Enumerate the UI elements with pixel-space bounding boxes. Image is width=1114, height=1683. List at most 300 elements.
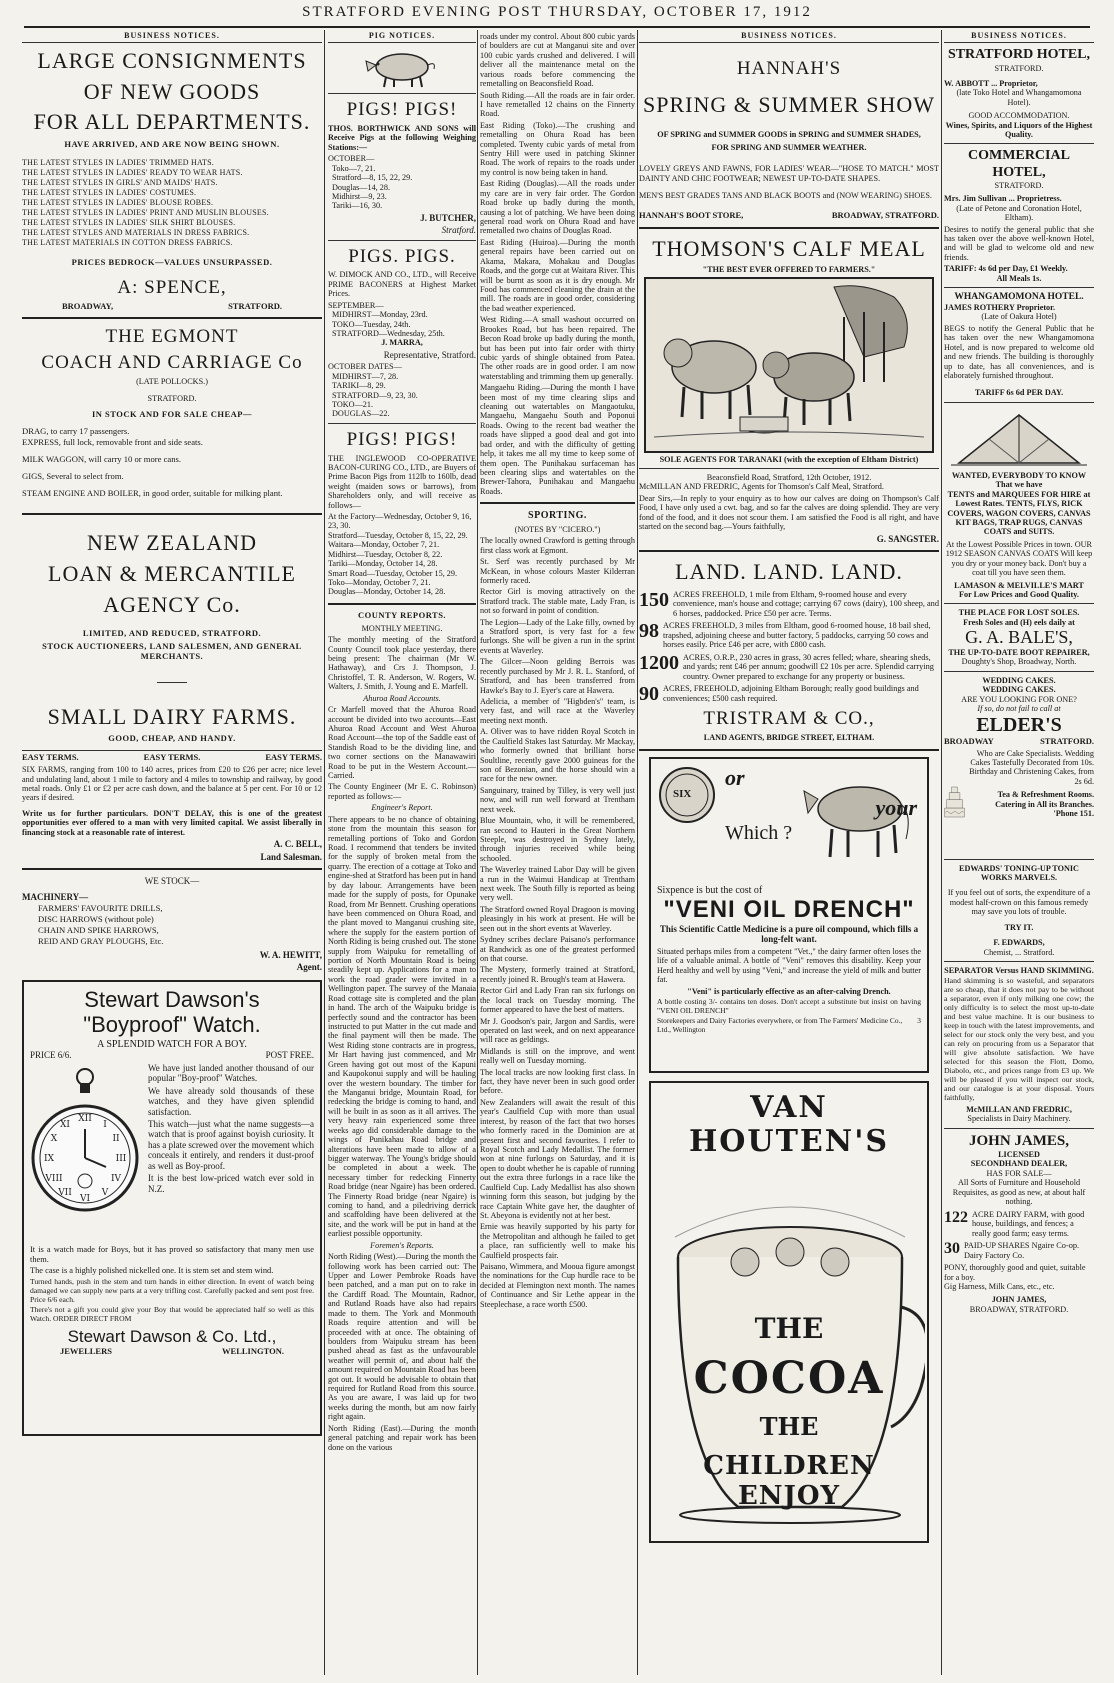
ad-note: (Late of Petone and Coronation Hotel, Eltham). [956, 203, 1082, 223]
ad-item: CHAIN AND SPIKE HARROWS, [38, 925, 159, 936]
ad-headline: SMALL DAIRY FARMS. [47, 703, 297, 729]
section-header: BUSINESS NOTICES. [639, 30, 939, 43]
divider [480, 502, 635, 504]
ad-note: (late Toko Hotel and Whangamomona Hotel). [956, 88, 1082, 107]
divider [22, 513, 322, 515]
ad-footer [657, 1017, 921, 1034]
ad-item: MILK WAGGON, will carry 10 or more cans. [22, 453, 182, 464]
ad-headline: LAND. LAND. LAND. [675, 558, 903, 584]
ad-subhead: OF SPRING and SUMMER GOODS in SPRING and SUMMER SHADES, [657, 129, 921, 139]
article-paragraph: Adelicia, a member of "Higbden's" team, is very fast, and will race at the Waverley meeting next month. [480, 697, 635, 725]
ad-headline: WEDDING CAKES. [982, 675, 1056, 685]
ad-store: HANNAH'S BOOT STORE, [639, 209, 744, 220]
column-rule [941, 30, 942, 1675]
calves-illustration [644, 277, 934, 453]
ad-address [639, 211, 939, 221]
ad-address-right: STRATFORD. [228, 300, 282, 311]
ad-body: Write us for further particulars. DON'T DELAY, this is one of the greatest opportunities ever offered to a man with very limited capital. We assist liberally in financing stock at a reasonable rate of interest. [22, 808, 322, 837]
terms-row [22, 750, 322, 763]
county-report-continued [480, 32, 635, 496]
hewitt-ad [22, 876, 322, 972]
svg-text:XI: XI [60, 1119, 70, 1130]
article-paragraph: Ernie was heavily supported by his party for the Metropolitan and although he failed to get a place, ran sufficiently well to make his Caulfield prospects fair. [480, 1222, 635, 1260]
divider [944, 143, 1094, 144]
land-description: ACRES, FREEHOLD, adjoining Eltham Borough; really good buildings and conveniences; £500 cash required. [663, 684, 919, 703]
sporting-article [480, 510, 635, 1309]
ad-proprietor: Mrs. Jim Sullivan ... Proprietress. [944, 194, 1062, 204]
column-5 [944, 30, 1094, 1675]
date-list [328, 310, 476, 338]
elders-ad [944, 676, 1094, 855]
ad-item-list [22, 426, 322, 500]
ad-body: MEN'S BEST GRADES TANS AND BLACK BOOTS and (NOW WEARING) SHOES. [639, 191, 932, 201]
article-paragraph: Blue Mountain, who, it will be remembered, ran second to Hauteri in the Great Northern Steeple, was destroyed in Sydney lately, through injuries received while being schooled. [480, 816, 635, 863]
ad-subhead: If so, do not fail to call at [977, 704, 1061, 714]
ad-body: The case is a highly polished nickelled one. It is stem set and stem wind. [30, 1266, 274, 1276]
terms: EASY TERMS. [22, 752, 79, 763]
ad-body: W. DIMOCK AND CO., LTD., will Receive PRIME BACONERS at Highest Market Prices. [328, 270, 476, 299]
ad-subhead: STOCK AUCTIONEERS, LAND SALESMEN, AND GENERAL MERCHANTS. [42, 641, 302, 661]
ad-body: Desires to notify the general public that she has taken over the above well-known Hotel, and will be glad to welcome old and new friends. [944, 224, 1094, 262]
article-paragraph: Sydney scribes declare Paisano's performance at Randwick as one of the greatest performed on that course. [480, 935, 635, 963]
ad-month: OCTOBER— [328, 154, 375, 164]
ad-subhead: Specialists in Dairy Machinery. [967, 1114, 1071, 1124]
date-item: TOKO—21. [332, 399, 374, 409]
column-2 [328, 30, 476, 1675]
ad-headline: WEDDING CAKES. [982, 685, 1056, 695]
article-paragraph: South Riding.—All the roads are in fair order. I have remetalled 12 chains on the Finnerty Road. [480, 90, 635, 119]
veni-ad [649, 757, 929, 1073]
divider [944, 287, 1094, 288]
ad-line: THE LATEST STYLES IN LADIES' TRIMMED HATS. [22, 157, 214, 167]
svg-text:I: I [103, 1119, 107, 1130]
ad-headline: PIGS. PIGS. [348, 245, 456, 267]
ad-line: THE LATEST STYLES AND MATERIALS IN DRESS FABRICS. [22, 227, 250, 237]
ad-subhead: MACHINERY— [22, 892, 89, 903]
wedding-cake-icon [944, 749, 965, 855]
article-subhead: MONTHLY MEETING. [361, 623, 443, 633]
ad-headline: Stewart Dawson's [84, 987, 260, 1013]
article-paragraph: There appears to be no chance of obtaining stone from the mountain this season for remetalling portions of Toko and Gordon Road. I recommend that tenders be invited for the supply of broken metal from the quarry. The erection of a cottage at Toko and engine-shed at Stratford has been put in hand by day labour. Arrangements have been made for the supply of posts, for Opunake Road, from Mr Bennett. Crushing operations have been commenced on Ohura Road, and the plant moved to Manganui crushing site, where the supply for the eastern portion of North Riding is being crushed out. The stone supply from Waipuku for remetalling of portion of North Mountain Road is being steadily kept up. Applications for a man to work the road grader were invited in a Wellington paper. The survey of the Manaia Road cottage site is completed and the plan in hand. The arch of the Waipuku bridge is perfectly sound and the contractor has been instructed to put Matter in the cut made and the final payment will then be made. The West Riding stone contracts are in progress, Mr Hart having just commenced, and Mr Green having got out most of the Kapuni and Kaupokonui supply and will be hauling over the western boundary. The timber for the Manganui bridge, Mountain Road, for redecking the bridge is coming to hand, and will be built in as soon as it all arrives. The very heavy rain experienced some three weeks ago did considerable damage to the wings of Punikahau Road bridge and alterations have been made to allow of a bigger waterway. The Young's bridge should be completed in about a week. The necessary timber for redecking Finnerty Road bridge (near Ngaire) has been ordered. The Finnerty Road bridge (near Ngaire) is coming to hand, and a piledriving derrick and scaffolding have been delivered at the site, and the work will be put in hand at the earliest possible opportunity. [328, 814, 476, 1239]
letter-signature: G. SANGSTER. [876, 533, 939, 544]
divider [639, 227, 939, 229]
divider [22, 868, 322, 870]
ad-stockists: Storekeepers and Dairy Factories everywhere, or from The Farmers' Medicine Co., Ltd., Wellington [657, 1016, 903, 1034]
ad-item-list [22, 903, 322, 948]
ad-item: REID AND GRAY PLOUGHS, Etc. [38, 936, 164, 947]
ad-line: THE LATEST MATERIALS IN COTTON DRESS FABRICS. [22, 237, 233, 247]
ad-line-list [22, 158, 322, 248]
ad-subhead: "THE BEST EVER OFFERED TO FARMERS." [702, 265, 876, 275]
ad-body: We have already sold thousands of these watches, and they have given splendid satisfaction. [148, 1085, 314, 1117]
pig-icon [362, 47, 442, 89]
ad-subhead: ARE YOU LOOKING FOR ONE? [961, 694, 1077, 704]
ad-subhead: "Veni" is particularly effective as an after-calving Drench. [687, 986, 891, 996]
egmont-ad [22, 325, 322, 499]
article-paragraph: East Riding (Huiroa).—During the month general repairs have been carried out on Akama, Makara, Mohakau and Douglas Roads, and the gorge cut at Waitara River. This will be burnt as soon as it is dry enough. Mr Food has commenced cleaning the drain at the mill. The roads are in good order, considering the bad weather experienced. [480, 237, 635, 313]
article-paragraph: East Riding (Toko).—The crushing and remetalling on Ohura Road has been completed. Twenty cubic yards of metal from Sentry Hill were used in patching Skinner Road. The work of repairs to the roads under my control is now being taken in hand. [480, 120, 635, 177]
ad-subhead: LAND AGENTS, BRIDGE STREET, ELTHAM. [703, 733, 875, 743]
ad-proprietor: W. ABBOTT ... Proprietor, [944, 78, 1038, 88]
ad-subhead: For Low Prices and Good Quality. [959, 589, 1079, 599]
date-item: TARIKI—8, 29. [332, 381, 386, 391]
date-item: DOUGLAS—22. [332, 409, 390, 419]
nzloan-ad [22, 529, 322, 661]
ad-subhead: THE UP-TO-DATE BOOT REPAIRER, [948, 648, 1090, 658]
ad-subhead: TRY IT. [1004, 922, 1034, 932]
veni-header [657, 765, 921, 885]
land-listing [639, 653, 939, 682]
edwards-ad [944, 864, 1094, 957]
ad-headline: COACH AND CARRIAGE Co [41, 352, 303, 374]
ad-address-right: WELLINGTON. [222, 1345, 284, 1356]
ad-headline: STRATFORD HOTEL, [947, 47, 1091, 63]
ad-body: All Sorts of Furniture and Household Requisites, as good as new, at about half nothing. [952, 1178, 1086, 1207]
divider [639, 749, 939, 751]
column-rule [477, 30, 478, 1675]
ad-headline: FOR ALL DEPARTMENTS. [33, 109, 311, 135]
land-description: ACRES FREEHOLD, 3 miles from Eltham, good 6-roomed house, 18 bail shed, trapshed, adjoining cheese and butter factory, 5 paddocks, carrying 50 cows and horses easily. Price £46 per acre, with £800 cash. [663, 621, 931, 650]
inglewood-ad [328, 428, 476, 597]
date-item: Waitara—Monday, October 7, 21. [328, 540, 440, 550]
ad-signature: J. BUTCHER, [420, 212, 476, 223]
article-paragraph: The County Engineer (Mr E. C. Robinson) reported as follows:— [328, 782, 476, 801]
ad-signature: W. A. HEWITT, [259, 949, 322, 960]
whangamomona-hotel-ad [944, 292, 1094, 398]
ad-item: DRAG, to carry 17 passengers. [22, 425, 130, 436]
ad-subhead: Fresh Soles and (H) eels daily at [963, 617, 1075, 627]
ad-role: Chemist, ... Stratford. [983, 947, 1055, 957]
veni-sixpence: Sixpence is but the cost of [657, 884, 763, 896]
veni-question [725, 765, 792, 846]
column-3 [480, 30, 635, 1675]
land-listing [639, 590, 939, 619]
dawson-ad [22, 980, 322, 1436]
ad-headline: LARGE CONSIGNMENTS [37, 48, 307, 74]
ad-body: SIX FARMS, ranging from 100 to 140 acres, prices from £20 to £26 per acre; nice level and undulating land, about 1 mile to factory and 4 miles to township and railway, by good metal roads. Only £1 or £2 per acre cash down, and the balance at 5 per cent. For 10 or 12 years if desired. [22, 765, 322, 803]
date-item: STRATFORD—Wednesday, 25th. [332, 328, 445, 338]
dairy-ad [22, 703, 322, 862]
ad-signature-role: Stratford. [441, 225, 476, 236]
ad-subhead: HAS FOR SALE— [986, 1168, 1052, 1178]
ad-firm-name: ELDER'S [976, 713, 1062, 736]
divider [944, 1128, 1094, 1129]
svg-text:IX: IX [44, 1153, 54, 1164]
date-item: Toko—Monday, October 7, 21. [328, 578, 431, 588]
letter-recipient: McMILLAN AND FREDRIC, Agents for Thomson's Calf Meal, Stratford. [639, 482, 884, 492]
column-rule [637, 30, 638, 1675]
article-headline: SPORTING. [528, 510, 587, 522]
ad-meals: All Meals 1s. [996, 273, 1042, 283]
ad-body: THE INGLEWOOD CO-OPERATIVE BACON-CURING CO., LTD., are Buyers of Prime Bacon Pigs from 112lb to 160lb, dead weight (maiden sows or barrows), from Shareholders only, and will receive as follows— [328, 453, 476, 510]
article-paragraph: roads under my control. About 800 cubic yards of boulders are cut at Manganui site and over 100 cubic yards crushed and delivered. I will deliver all the maintenance metal on the various roads before commencing the remetalling on Beaconsfield Road. [480, 32, 635, 89]
terms: EASY TERMS. [265, 752, 322, 763]
cocoa-the: THE [754, 1311, 824, 1345]
divider [639, 550, 939, 552]
veni-or: or [725, 764, 745, 790]
listing-description: PAID-UP SHARES Ngaire Co-op. Dairy Factory Co. [964, 1241, 1080, 1260]
ad-subhead: WE STOCK— [144, 875, 200, 886]
james-listing [944, 1210, 1094, 1239]
ad-post: POST FREE. [265, 1050, 314, 1061]
ad-headline: OF NEW GOODS [83, 78, 261, 104]
divider [944, 402, 1094, 403]
ad-firm-name: TRISTRAM & CO., [703, 708, 875, 730]
ad-address-right: STRATFORD. [1040, 735, 1094, 746]
article-paragraph: Mangaehu Riding.—During the month I have been most of my time clearing slips and cleaning out watertables on Mangaotuku, Mangaehu, Mangaehu South and Poponui Roads. Owing to the recent bad weather the roads have slipped a good deal and got into bad order, and with the difficulty of getting help, it takes me all my time to keep some of them open. The Punihakau surfaceman has been clearing slips and watertables on the Brewer-Tahora, Punihakau and Mangaehu Roads. [480, 383, 635, 496]
ad-body: Who are Cake Specialists. Wedding Cakes Tastefully Decorated from 10s. Birthday and Christening Cakes, from 2s 6d. [969, 748, 1094, 786]
ad-subhead: GOOD ACCOMMODATION. [968, 111, 1070, 121]
ad-item: DISC HARROWS (without pole) [38, 913, 154, 924]
ad-body: Hand skimming is so wasteful, and separators are so cheap, that it does not pay to be without a separator, even if only milking one cow; the only difficulty is to select the most up-to-date and best value machine. It is our business to keep in touch with the latest improvements, and select for our stock only the very best, and you can rely on procuring from us a Separator that will give absolute satisfaction. We have selected for this season the Flott, Domo, Diabolo, etc., and prices range from £3 up. We will be pleased if you will inspect our stock, and our catalogue is at your disposal. Yours faithfully, [944, 976, 1094, 1102]
ad-subhead: This Scientific Cattle Medicine is a pure oil compound, which fills a long-felt want. [659, 923, 919, 945]
article-subhead: Engineer's Report. [371, 803, 433, 813]
divider [944, 859, 1094, 860]
ad-line: THE LATEST STYLES IN LADIES' READY TO WEAR HATS. [22, 167, 243, 177]
date-item: MIDHIRST—Monday, 23rd. [332, 310, 428, 320]
ad-signature: A. C. BELL, [273, 839, 322, 850]
ad-item: GIGS, Several to select from. [22, 471, 124, 482]
coin-label: SIX [673, 787, 692, 800]
lamason-ad [944, 471, 1094, 599]
ad-address: Doughty's Shop, Broadway, North. [961, 657, 1077, 667]
article-paragraph: Sanguinary, trained by Tilley, is very well just now, and will run well forward at Trentham next week. [480, 785, 635, 814]
date-list [328, 164, 476, 211]
date-item: Stratford—8, 15, 22, 29. [332, 173, 413, 183]
ad-subhead: That we have [995, 480, 1043, 490]
ad-address [30, 1347, 314, 1357]
john-james-ad [944, 1133, 1094, 1315]
svg-text:VIII: VIII [45, 1173, 63, 1184]
ad-body: Situated perhaps miles from a competent "Vet.," the dairy farmer often loses the life of a valuable animal. A bottle of "Veni" removes this disability. Keep your Herd healthy and well by using "Veni," and increase the yield of milk and butter fat. [657, 946, 921, 985]
ad-line: THE LATEST STYLES IN LADIES' PRINT AND MUSLIN BLOUSES. [22, 207, 269, 217]
article-headline: COUNTY REPORTS. [357, 609, 447, 620]
article-paragraph: St. Serf was recently purchased by Mr McKean, in whose colours Master Kilderran formerly raced. [480, 557, 635, 585]
article-paragraph: East Riding (Douglas).—All the roads under my care are in very fair order. The Gordon Road broke up badly during the month, causing a lot of patching. We have been doing general road work on Ohura Road and have remetalled two chains of Douglas Road. [480, 179, 635, 236]
ad-body: Turned hands, push in the stem and turn hands in either direction. In event of watch being damaged we can supply new parts at a very trifling cost. Carefully packed and sent post free. Price 6/6 each. [30, 1277, 314, 1304]
ad-headline: HANNAH'S [736, 58, 842, 80]
article-paragraph: New Zealanders will await the result of this year's Caulfield Cup with more than usual interest, by reason of the fact that two horses who formerly raced in the Dominion are at present first and second favourites. I refer to Royal Scotch and Lady Medallist. The former won at nine furlongs on Saturday, and it is open to doubt whether he is capable of running out the extra three furlongs in a race like the Caulfield Cup. Lady Medallist has also shown winning form this season, but judging by the race Captain White gave her, the daughter of St. Abeyona is evidently not at her best. [480, 1097, 635, 1220]
divider [328, 240, 476, 241]
date-item: Midhirst—Tuesday, October 8, 22. [328, 549, 443, 559]
letter-address: Beaconsfield Road, Stratford, 12th October, 1912. [706, 473, 872, 483]
land-acres: 90 [639, 683, 659, 706]
date-item: MIDHIRST—7, 28. [332, 371, 399, 381]
ad-town: STRATFORD. [994, 63, 1044, 73]
article-paragraph: The monthly meeting of the Stratford County Council took place yesterday, there being present: The chairman (Mr W. Hathaway), and Crs J. Thompson, J. Christoffel, T. R. Anderson, W. Rogers, W. Walters, J. Smith, J. Young and E. Marfell. [328, 635, 476, 692]
section-header: BUSINESS NOTICES. [22, 30, 322, 43]
ad-town: STRATFORD. [994, 180, 1044, 190]
commercial-hotel-ad [944, 148, 1094, 283]
ad-subhead: A SPLENDID WATCH FOR A BOY. [97, 1038, 247, 1050]
date-item: TOKO—Tuesday, 24th. [332, 319, 411, 329]
ad-item: EXPRESS, full lock, removable front and side seats. [22, 436, 203, 447]
cocoa-the-2: THE [759, 1411, 819, 1441]
svg-text:II: II [112, 1133, 120, 1144]
divider [639, 468, 939, 469]
column-1 [22, 30, 322, 1675]
ad-body: This watch—just what the name suggests—a watch that is proof against boyish curiosity. It has a plate screwed over the movement which conceals it entirely, and renders it dust-proof as well as Boy-proof. [148, 1118, 314, 1171]
article-paragraph: The Waverley trained Labor Day will be given a run in the Waimui Handicap at Trentham next week. The South filly is reported as being very well. [480, 865, 635, 903]
date-item: Stratford—Tuesday, October 8, 15, 22, 29. [328, 530, 468, 540]
svg-text:IV: IV [110, 1173, 122, 1184]
ad-address-left: BROADWAY, [62, 300, 114, 311]
ad-headline: SPRING & SUMMER SHOW [643, 92, 935, 118]
land-ad [639, 558, 939, 743]
ad-subhead: LICENSED [998, 1150, 1040, 1160]
ad-subhead: FOR SPRING AND SUMMER WEATHER. [711, 143, 867, 153]
article-paragraph: North Riding (West).—During the month the following work has been carried out: The Upper and Lower Pembroke Roads have been patched, and a man put on to rake in the Cardiff Road. The Mountain, Radnor, and Rutland Roads have also had repairs made to them. The York and Monmouth Roads require attention and will be proceeded with at once. The obtaining of boulders from Waipuku stream has been pushed ahead as fast as the unfavourable weather will permit of, and about half the amount required on Mountain Road has been got out. It would be advisable to obtain that required for Rutland Road from this source. As you are aware, I was laid up for two weeks during the month, but am now fairly right again. [328, 1252, 476, 1422]
svg-text:VII: VII [58, 1187, 72, 1198]
article-paragraph: Paisano, Wimmera, and Mooua figure amongst the nominations for the Cup hurdle race to be decided at Flemington next month. The names of Continuance and Sir Lethe appear in the Steeplechase, a race worth £500. [480, 1262, 635, 1309]
ad-body: We have just landed another thousand of our popular "Boy-proof" Watches. [148, 1062, 314, 1084]
ad-headline: LOAN & MERCANTILE [48, 561, 296, 587]
cocoa-word: COCOA [693, 1352, 885, 1404]
article-paragraph: Rector Girl is moving attractively on the Stratford track. The stable mate, Lady Fran, is not so forward in point of condition. [480, 587, 635, 616]
ad-firm-name: Stewart Dawson & Co. Ltd., [67, 1327, 277, 1347]
article-paragraph: West Riding.—A small washout occurred on Brookes Road, but has been repaired. The Becon Road broke up badly during the month, but has been put into fair order with thirty cubic yards of shingle obtained from Patea. The other roads are in good order. I am now waterstabling and trimming them up generally. [480, 315, 635, 381]
ad-address-left: JEWELLERS [60, 1345, 112, 1356]
ad-address: BROADWAY, STRATFORD. [969, 1304, 1069, 1314]
ad-prices: PRICES BEDROCK—VALUES UNSURPASSED. [71, 256, 273, 267]
county-report-article [328, 611, 476, 1452]
section-header: PIG NOTICES. [328, 30, 476, 43]
ad-headline: SEPARATOR Versus HAND SKIMMING. [944, 966, 1094, 976]
divider [328, 423, 476, 424]
date-item: STRATFORD—9, 23, 30. [332, 390, 418, 400]
ad-body: TENTS and MARQUEES FOR HIRE at Lowest Rates. TENTS, FLYS, RICK COVERS, WAGON COVERS, CANVAS KIT BAGS, TRAP RUGS, CANVAS COATS and SUITS. [947, 489, 1091, 537]
elders-body [944, 749, 1094, 855]
article-paragraph: Mr J. Goodson's pair, Jargon and Sardis, were operated on last week, and on next appearance will race as geldings. [480, 1016, 635, 1045]
ad-line: THE LATEST STYLES IN LADIES' COSTUMES. [22, 187, 197, 197]
ad-line: THE LATEST STYLES IN GIRLS' AND MAIDS' HATS. [22, 177, 218, 187]
cocoa-brand: VAN HOUTEN'S [688, 1089, 890, 1160]
ad-month: OCTOBER DATES— [328, 362, 402, 372]
ad-tariff: TARIFF 6s 6d PER DAY. [974, 388, 1064, 398]
land-acres: 98 [639, 620, 659, 643]
land-acres: 1200 [639, 651, 679, 674]
ad-address [944, 737, 1094, 747]
terms: EASY TERMS. [143, 752, 201, 763]
masthead: STRATFORD EVENING POST THURSDAY, OCTOBER 17, 1912 [24, 4, 1090, 28]
article-subhead: (NOTES BY "CICERO.") [514, 524, 601, 534]
ad-body: BEGS to notify the General Public that he has taken over the new Whangamomona Hotel, and is now prepared to welcome old and new friends. The building is thoroughly up to date, has all conveniences, and is elaborately furnished throughout. [944, 323, 1094, 381]
stratford-hotel-ad [944, 47, 1094, 139]
ad-firm-name: G. A. BALE'S, [965, 627, 1073, 648]
hannah-ad [639, 57, 939, 220]
article-paragraph: A. Oliver was to have ridden Royal Scotch in the Caulfield Stakes last Saturday. Mr Mackay, who formerly owned that brilliant horse Soultline, recently gave 2000 guineas for the son of Bezonian, and the horse should win a race for the new owner. [480, 727, 635, 784]
date-item: At the Factory—Wednesday, October 9, 16, 23, 30. [328, 512, 472, 531]
letter-body: Dear Sirs,—In reply to your enquiry as to how our calves are doing on Thompson's Calf Food, I have only used a cwt. bag, and so far the calves are doing splendid. They are very fond of the food, and it does not scour them. I am satisfied the Food is all right, and have started on the second bag.—Yours faithfully, [639, 493, 939, 532]
ad-note: (Late of Oakura Hotel) [981, 312, 1057, 322]
ad-firm-name: McMILLAN AND FREDRIC, [966, 1104, 1072, 1114]
ad-address [22, 302, 322, 312]
ad-body: A bottle costing 3/- contains ten doses. Don't accept a substitute but insist on having "VENI OIL DRENCH" [657, 996, 921, 1015]
land-listing [639, 684, 939, 704]
pocket-watch-icon [30, 1063, 140, 1243]
ad-headline: "Boyproof" Watch. [83, 1011, 261, 1037]
ad-subhead: SECONDHAND DEALER, [970, 1159, 1068, 1169]
elders-description [965, 749, 1094, 855]
ad-body: THOS. BORTHWICK AND SONS will Receive Pigs at the following Weighing Stations:— [328, 124, 476, 152]
spence-ad [22, 47, 322, 311]
date-item: Toko—7, 21. [332, 163, 376, 173]
ad-body: It is the best low-priced watch ever sold in N.Z. [148, 1173, 314, 1194]
land-listing [639, 621, 939, 650]
ad-signature-role: Representative, Stratford. [383, 349, 476, 360]
article-paragraph: The Legion—Lady of the Lake filly, owned by a Stratford sport, is very fast for a few furlongs. She will be given a run in the sprint events at Waverley. [480, 617, 635, 655]
borthwick-ad [328, 98, 476, 235]
veni-your: your [875, 794, 917, 820]
ad-body: LOVELY GREYS AND FAWNS, FOR LADIES' WEAR—"HOSE TO MATCH." MOST DAINTY AND CHIC FOOTWEAR; NEWEST UP-TO-DATE SHAPES. [639, 164, 939, 183]
article-paragraph: The local tracks are now looking first class. In fact, they have never been in such good order before. [480, 1067, 635, 1096]
veni-product-name: "VENI OIL DRENCH" [663, 896, 915, 924]
ad-line: THE LATEST STYLES IN LADIES' BLOUSE ROBES. [22, 197, 214, 207]
ad-headline: EDWARDS' TONING-UP TONIC [959, 863, 1079, 873]
ad-proprietor: JAMES ROTHERY Proprietor. [944, 303, 1056, 313]
svg-text:V: V [101, 1187, 109, 1198]
ad-month: SEPTEMBER— [328, 300, 384, 310]
ad-headline: NEW ZEALAND [86, 530, 258, 556]
price-row [30, 1050, 314, 1060]
ad-headline: THOMSON'S CALF MEAL [652, 235, 926, 261]
ad-body: If you feel out of sorts, the expenditure of a modest half-crown on this famous remedy may save you lots of trouble. [947, 888, 1091, 917]
ad-headline: JOHN JAMES, [968, 1132, 1069, 1149]
ad-firm-name: A: SPENCE, [117, 276, 227, 298]
dimock-ad [328, 245, 476, 419]
ad-address-left: BROADWAY [944, 735, 994, 746]
ad-subhead: GOOD, CHEAP, AND HANDY. [108, 733, 236, 744]
divider [328, 603, 476, 605]
ad-headline: THE EGMONT [105, 326, 239, 348]
bales-ad [944, 608, 1094, 667]
ad-body: Tea & Refreshment Rooms. Catering in All its Branches. 'Phone 151. [995, 790, 1094, 819]
ad-firm-name: LAMASON & MELVILLE'S MART [954, 580, 1084, 590]
ad-signature-role: Agent. [296, 961, 322, 972]
ad-headline: PIGS! PIGS! [346, 99, 458, 121]
article-paragraph: The Mystery, formerly trained at Stratford, recently joined R. Brough's team at Hawera. [480, 965, 635, 984]
ad-tariff: TARIFF: 4s 6d per Day, £1 Weekly. [944, 264, 1068, 274]
ad-line: THE LATEST STYLES IN LADIES' SILK SHIRT BLOUSES. [22, 217, 236, 227]
tent-icon [949, 407, 1089, 469]
article-paragraph: Midlands is still on the improve, and went really well on Tuesday morning. [480, 1046, 635, 1066]
ad-body: Gig Harness, Milk Cans, etc., etc. [944, 1282, 1055, 1292]
ad-town: STRATFORD. [147, 394, 197, 404]
ad-subhead: LIMITED, AND REDUCED, STRATFORD. [82, 628, 262, 639]
divider [157, 682, 187, 683]
cocoa-ad [649, 1081, 929, 1543]
divider [944, 961, 1094, 962]
article-subhead: Ahuroa Road Accounts. [363, 693, 441, 703]
ad-headline: COMMERCIAL HOTEL, [968, 148, 1070, 180]
ad-body: At the Lowest Possible Prices in town. OUR 1912 SEASON CANVAS COATS Will keep you dry or your money back. Don't buy a coat till you have seen them. [945, 539, 1093, 578]
date-list [328, 512, 476, 597]
thomson-ad [639, 235, 939, 544]
date-list [328, 372, 476, 419]
ad-note: (LATE POLLOCKS.) [136, 376, 208, 386]
ad-body: PONY, thoroughly good and quiet, suitable for a boy. [944, 1263, 1086, 1282]
ad-headline: THE PLACE FOR LOST SOLES. [958, 608, 1080, 618]
divider [22, 317, 322, 319]
ad-signature: J. MARRA, [381, 338, 423, 348]
ad-firm-name: JOHN JAMES, [991, 1295, 1047, 1305]
land-acres: 150 [639, 588, 669, 611]
svg-text:XII: XII [78, 1113, 92, 1124]
ad-subhead: Wines, Spirits, and Liquors of the Highest Quality. [945, 120, 1093, 140]
ad-agents: SOLE AGENTS FOR TARANAKI (with the exception of Eltham District) [659, 454, 919, 464]
ad-headline: WHANGAMOMONA HOTEL. [954, 292, 1084, 303]
article-paragraph: The Stratford owned Royal Dragoon is moving pleasingly in his work at present. He will be seen out in the short events at Waverley. [480, 904, 635, 933]
